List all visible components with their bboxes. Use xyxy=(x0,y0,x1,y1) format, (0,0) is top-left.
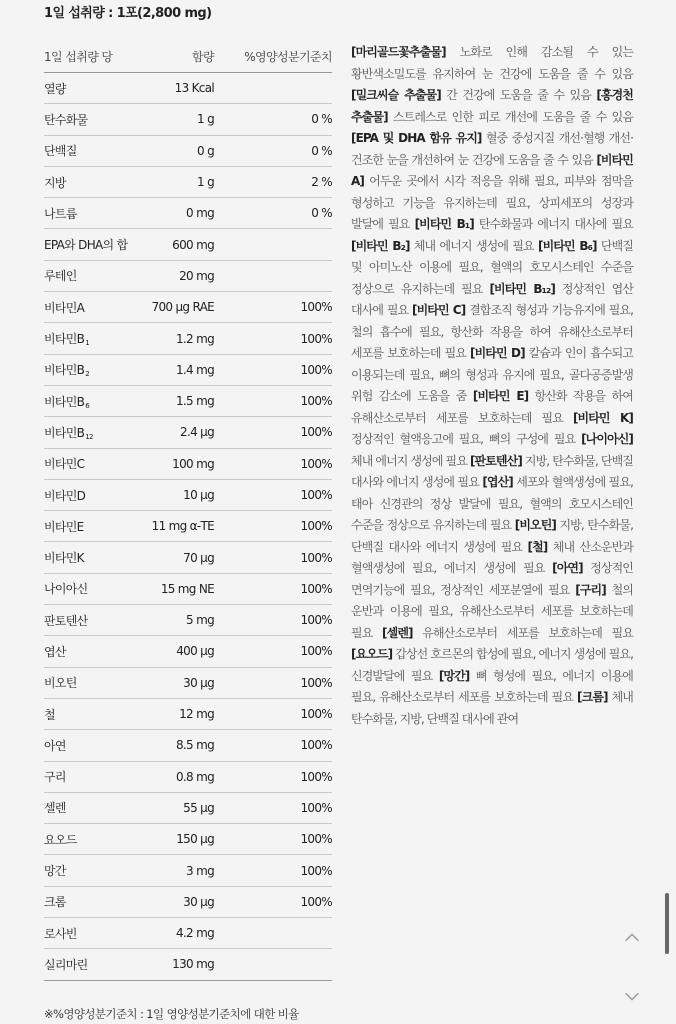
nutrient-name: 판토텐산 xyxy=(44,613,88,628)
nutrient-name: 엽산 xyxy=(44,644,66,659)
table-row xyxy=(44,636,332,667)
nutrient-daily-value: 100% xyxy=(300,581,332,596)
ingredient-label: [밀크씨슬 추출물] xyxy=(351,88,441,102)
ingredient-description: 뼈 형성에 필요, 에너지 이용에 필요, 유해산소로부터 세포를 보호하는데 필요 xyxy=(351,668,633,704)
ingredient-description: 어두운 곳에서 시각 적응을 위해 필요, 피부와 점막을 형성하고 기능을 유지하는데 필요, 상피세포의 성장과 발달에 필요 xyxy=(351,174,633,231)
table-row xyxy=(44,136,332,167)
nutrient-amount: 11 mg α-TE xyxy=(151,519,214,534)
nutrient-name: 비오틴 xyxy=(44,676,77,691)
ingredient-label: [비타민 B₁₂] xyxy=(489,281,555,296)
nutrient-amount: 20 mg xyxy=(179,268,214,283)
nutrient-daily-value: 100% xyxy=(300,832,332,847)
table-row xyxy=(44,730,332,761)
nutrient-amount: 600 mg xyxy=(172,237,214,252)
nutrient-name: 요오드 xyxy=(44,832,77,847)
table-row xyxy=(44,574,332,605)
ingredient-label: [크롬] xyxy=(577,690,608,704)
nutrient-amount: 30 μg xyxy=(183,894,214,909)
table-row xyxy=(44,762,332,793)
nutrient-amount: 12 mg xyxy=(179,707,214,722)
nutrient-name: 비타민$B_{12}$ xyxy=(44,425,93,441)
table-row xyxy=(44,855,332,886)
table-header xyxy=(44,40,332,73)
table-row xyxy=(44,511,332,542)
ingredient-label: [비오틴] xyxy=(514,518,556,532)
nutrient-name: 로사빈 xyxy=(44,926,77,941)
nutrient-daily-value: 100% xyxy=(300,769,332,784)
nutrient-daily-value: 100% xyxy=(300,613,332,628)
ingredient-label: [EPA 및 DHA 함유 유지] xyxy=(351,131,482,145)
nutrient-daily-value: 100% xyxy=(300,300,332,315)
ingredient-label: [비타민 K] xyxy=(572,410,633,425)
nutrient-daily-value: 100% xyxy=(300,362,332,377)
nutrient-daily-value: 0 % xyxy=(311,206,332,221)
nutrient-name: 열량 xyxy=(44,81,66,96)
nutrient-name: 비타민A xyxy=(44,300,85,315)
nutrient-name: 철 xyxy=(44,707,55,722)
ingredient-description: 유해산소로부터 세포를 보호하는데 필요 xyxy=(412,625,633,640)
nutrient-amount: 0.8 mg xyxy=(175,769,214,784)
nutrient-daily-value: 100% xyxy=(300,863,332,878)
nutrient-amount: 1 g xyxy=(197,175,214,190)
nutrient-daily-value: 100% xyxy=(300,707,332,722)
table-row xyxy=(44,668,332,699)
nutrient-amount: 1.2 mg xyxy=(175,331,214,346)
nutrient-name: 망간 xyxy=(44,864,66,879)
nutrient-daily-value: 100% xyxy=(300,675,332,690)
nutrient-name: 루테인 xyxy=(44,269,77,284)
nutrient-amount: 0 mg xyxy=(186,206,214,221)
ingredient-label: [철] xyxy=(527,539,548,554)
ingredient-label: [마리골드꽃추출물] xyxy=(351,45,446,59)
table-row xyxy=(44,167,332,198)
ingredient-description: 스트레스로 인한 피로 개선에 도움을 줄 수 있음 xyxy=(387,109,633,124)
table-row xyxy=(44,605,332,636)
nutrient-daily-value: 0 % xyxy=(311,143,332,158)
nutrient-amount: 0 g xyxy=(197,143,214,158)
nutrient-amount: 700 μg RAE xyxy=(151,300,214,315)
ingredient-description: 혈중 중성지질 개선·혈행 개선·건조한 눈을 개선하여 눈 건강에 도움을 줄 수 있음 xyxy=(351,131,634,167)
ingredient-description: 지방, 탄수화물, 단백질 대사와 에너지 생성에 필요 xyxy=(351,518,633,554)
ingredient-description: 탄수화물과 에너지 대사에 필요 xyxy=(473,217,634,231)
ingredient-label: [홍경천 추출물] xyxy=(351,88,633,124)
scrollbar-thumb[interactable] xyxy=(665,893,669,954)
nutrient-daily-value: 100% xyxy=(300,488,332,502)
nutrient-amount: 150 μg xyxy=(176,832,214,847)
table-row xyxy=(44,73,332,104)
ingredient-label: [요오드] xyxy=(351,647,393,661)
ingredient-label: [구리] xyxy=(575,582,606,597)
table-row xyxy=(44,104,332,135)
nutrient-name: 비타민$B_2$ xyxy=(44,363,89,379)
ingredient-label: [셀렌] xyxy=(382,625,413,640)
table-row xyxy=(44,887,332,918)
ingredient-description: 세포와 혈액생성에 필요, 태아 신경관의 정상 발달에 필요, 혈액의 호모시스테인 수준을 정상으로 유지하는데 필요 xyxy=(351,475,633,532)
nutrient-name: 아연 xyxy=(44,738,66,753)
ingredient-label: [비타민 C] xyxy=(412,303,466,317)
nutrient-name: 비타민C xyxy=(44,457,85,472)
nutrient-amount: 8.5 mg xyxy=(175,738,214,753)
nutrient-daily-value: 100% xyxy=(300,894,332,909)
ingredient-label: [비타민 A] xyxy=(351,152,633,188)
ingredient-description: 칼슘과 인이 흡수되고 이용되는데 필요, 뼈의 형성과 유지에 필요, 골다공증발생 위험 감소에 도움을 줌 xyxy=(351,346,633,403)
table-row xyxy=(44,323,332,354)
header-daily-value: %영양성분기준치 xyxy=(244,49,332,64)
chevron-down-icon xyxy=(623,987,641,1005)
nutrient-amount: 30 μg xyxy=(183,675,214,690)
nutrient-name: 나트륨 xyxy=(44,206,77,221)
ingredient-label: [망간] xyxy=(438,668,470,683)
ingredient-description: 지방, 탄수화물, 단백질 대사와 에너지 생성에 필요 xyxy=(351,453,633,489)
table-row xyxy=(44,417,332,448)
ingredient-description: 체내 에너지 생성에 필요 xyxy=(409,238,539,253)
nutrient-amount: 1.4 mg xyxy=(175,362,214,377)
nutrient-amount: 1.5 mg xyxy=(175,394,214,409)
nutrient-name: 탄수화물 xyxy=(44,112,88,127)
nutrient-amount: 55 μg xyxy=(183,800,214,815)
ingredient-description: 노화로 인해 감소될 수 있는 황반색소밀도를 유지하여 눈 건강에 도움을 줄 수 있음 xyxy=(351,45,633,81)
nutrient-name: 비타민$B_6$ xyxy=(44,394,89,410)
nutrient-amount: 13 Kcal xyxy=(174,81,214,96)
nutrition-table xyxy=(44,40,332,981)
nutrient-amount: 4.2 mg xyxy=(175,926,214,941)
header-per-serving: 1일 섭취량 당 xyxy=(44,49,113,64)
nutrient-daily-value: 100% xyxy=(300,738,332,753)
ingredient-label: [엽산] xyxy=(482,475,513,489)
nutrient-amount: 70 μg xyxy=(183,550,214,565)
ingredient-description: 항산화 작용을 하여 유해산소로부터 세포를 보호하는데 필요 xyxy=(351,389,633,425)
ingredient-label: [판토텐산] xyxy=(469,453,522,468)
footnote: ※%영양성분기준치 : 1일 영양성분기준치에 대한 비율 xyxy=(44,1007,299,1021)
chevron-up-icon xyxy=(623,929,641,947)
nutrient-daily-value: 100% xyxy=(300,550,332,565)
table-row xyxy=(44,793,332,824)
nutrient-name: 단백질 xyxy=(44,144,77,159)
nutrient-daily-value: 100% xyxy=(300,519,332,534)
nutrient-daily-value: 2 % xyxy=(311,175,332,190)
nutrient-name: 비타민K xyxy=(44,551,84,566)
table-row xyxy=(44,949,332,980)
table-row xyxy=(44,918,332,949)
ingredient-description: 체내 탄수화물, 지방, 단백질 대사에 관여 xyxy=(351,690,633,726)
nutrient-daily-value: 100% xyxy=(300,644,332,659)
ingredient-description: 정상적인 면역기능에 필요, 정상적인 세포분열에 필요 xyxy=(351,561,634,597)
nutrient-name: 비타민E xyxy=(44,519,84,534)
nutrient-amount: 15 mg NE xyxy=(160,581,214,596)
ingredient-description: 체내 산소운반과 혈액생성에 필요, 에너지 생성에 필요 xyxy=(351,539,633,575)
nutrient-daily-value: 100% xyxy=(300,425,332,440)
header-amount: 함량 xyxy=(192,49,214,64)
nutrient-amount: 10 μg xyxy=(183,488,214,502)
ingredient-description: 갑상선 호르몬의 합성에 필요, 에너지 생성에 필요, 신경발달에 필요 xyxy=(351,647,633,683)
nutrient-amount: 3 mg xyxy=(186,863,214,878)
nutrient-amount: 100 mg xyxy=(172,456,214,471)
nutrient-daily-value: 100% xyxy=(300,800,332,815)
ingredient-description: 간 건강에 도움을 줄 수 있음 xyxy=(440,88,597,102)
ingredient-label: [비타민 B₁] xyxy=(414,217,474,231)
nutrient-name: 비타민D xyxy=(44,488,86,503)
ingredient-description: 단백질 및 아미노산 이용에 필요, 혈액의 호모시스테인 수준을 정상으로 유지하는데 필요 xyxy=(351,238,633,296)
ingredient-description: 결합조직 형성과 기능유지에 필요, 철의 흡수에 필요, 항산화 작용을 하여 유해산소로부터 세포를 보호하는데 필요 xyxy=(351,303,634,360)
nutrient-amount: 400 μg xyxy=(176,644,214,659)
table-row xyxy=(44,229,332,260)
table-row xyxy=(44,386,332,417)
scroll-down-button[interactable] xyxy=(604,968,660,1024)
ingredient-label: [비타민 E] xyxy=(472,389,529,403)
table-row xyxy=(44,355,332,386)
nutrient-name: 실리마린 xyxy=(44,957,88,972)
ingredient-label: [비타민 B₆] xyxy=(538,238,597,253)
nutrient-daily-value: 100% xyxy=(300,456,332,471)
nutrient-name: 크롬 xyxy=(44,895,66,910)
table-row xyxy=(44,292,332,323)
ingredient-label: [비타민 B₂] xyxy=(351,238,410,253)
serving-size-title: 1일 섭취량 : 1포(2,800 mg) xyxy=(44,6,212,21)
nutrient-name: 셀렌 xyxy=(44,801,66,816)
ingredient-label: [아연] xyxy=(552,561,583,575)
nutrient-daily-value: 100% xyxy=(300,331,332,346)
ingredient-description: 체내 에너지 생성에 필요 xyxy=(351,453,470,468)
ingredient-description: 정상적인 혈액응고에 필요, 뼈의 구성에 필요 xyxy=(351,432,582,446)
table-row xyxy=(44,198,332,229)
functionality-text xyxy=(351,42,633,730)
table-row xyxy=(44,699,332,730)
nutrient-amount: 5 mg xyxy=(186,613,214,628)
scroll-up-button[interactable] xyxy=(604,910,660,966)
nutrient-amount: 130 mg xyxy=(172,957,214,972)
ingredient-description: 철의 운반과 이용에 필요, 유해산소로부터 세포를 보호하는데 필요 xyxy=(351,582,633,640)
nutrient-name: 구리 xyxy=(44,770,66,785)
table-row xyxy=(44,824,332,855)
nutrient-daily-value: 100% xyxy=(300,394,332,409)
table-row xyxy=(44,480,332,511)
table-row xyxy=(44,261,332,292)
nutrient-name: 지방 xyxy=(44,175,66,190)
table-row xyxy=(44,449,332,480)
ingredient-label: [비타민 D] xyxy=(470,346,525,360)
table-row xyxy=(44,542,332,573)
nutrient-name: 비타민$B_1$ xyxy=(44,332,89,348)
ingredient-description: 정상적인 엽산 대사에 필요 xyxy=(351,281,634,317)
nutrient-name: 나이아신 xyxy=(44,582,88,597)
nutrient-name: EPA와 DHA의 합 xyxy=(44,238,128,253)
ingredient-label: [나이아신] xyxy=(581,432,633,446)
nutrient-amount: 2.4 μg xyxy=(180,425,214,440)
nutrient-daily-value: 0 % xyxy=(311,112,332,127)
nutrient-amount: 1 g xyxy=(197,112,214,127)
